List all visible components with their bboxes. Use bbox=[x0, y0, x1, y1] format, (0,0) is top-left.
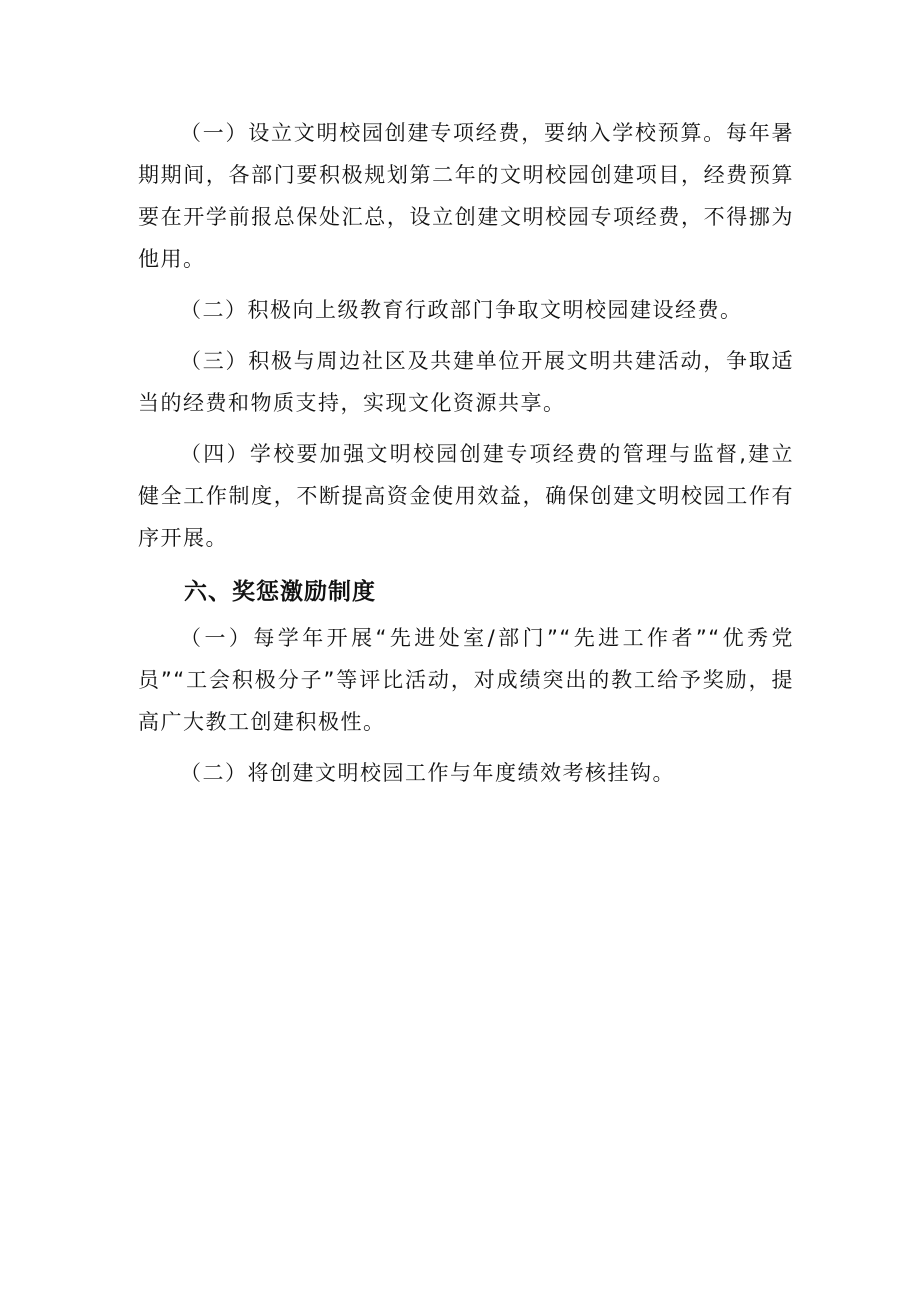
paragraph-rewards-performance: （二）将创建文明校园工作与年度绩效考核挂钩。 bbox=[180, 761, 675, 785]
paragraph-funding-higher-authority: （二）积极向上级教育行政部门争取文明校园建设经费。 bbox=[180, 298, 743, 322]
paragraph-funding-budget: （一）设立文明校园创建专项经费，要纳入学校预算。每年暑期期间，各部门要积极规划第二年的文明校园创建项目，经费预算要在开学前报总保处汇总，设立创建文明校园专项经费，不得挪为他用。 bbox=[138, 121, 794, 271]
document-body bbox=[138, 112, 794, 794]
paragraph-funding-community: （三）积极与周边社区及共建单位开展文明共建活动，争取适当的经费和物质支持，实现文化资源共享。 bbox=[138, 349, 794, 415]
section-heading-rewards: 六、奖惩激励制度 bbox=[184, 579, 376, 605]
paragraph-rewards-evaluation: （一）每学年开展“先进处室/部门”“先进工作者”“优秀党员”“工会积极分子”等评比活动，对成绩突出的教工给予奖励，提高广大教工创建积极性。 bbox=[138, 626, 794, 734]
paragraph-funding-supervision: （四）学校要加强文明校园创建专项经费的管理与监督,建立健全工作制度，不断提高资金使用效益，确保创建文明校园工作有序开展。 bbox=[138, 442, 794, 550]
